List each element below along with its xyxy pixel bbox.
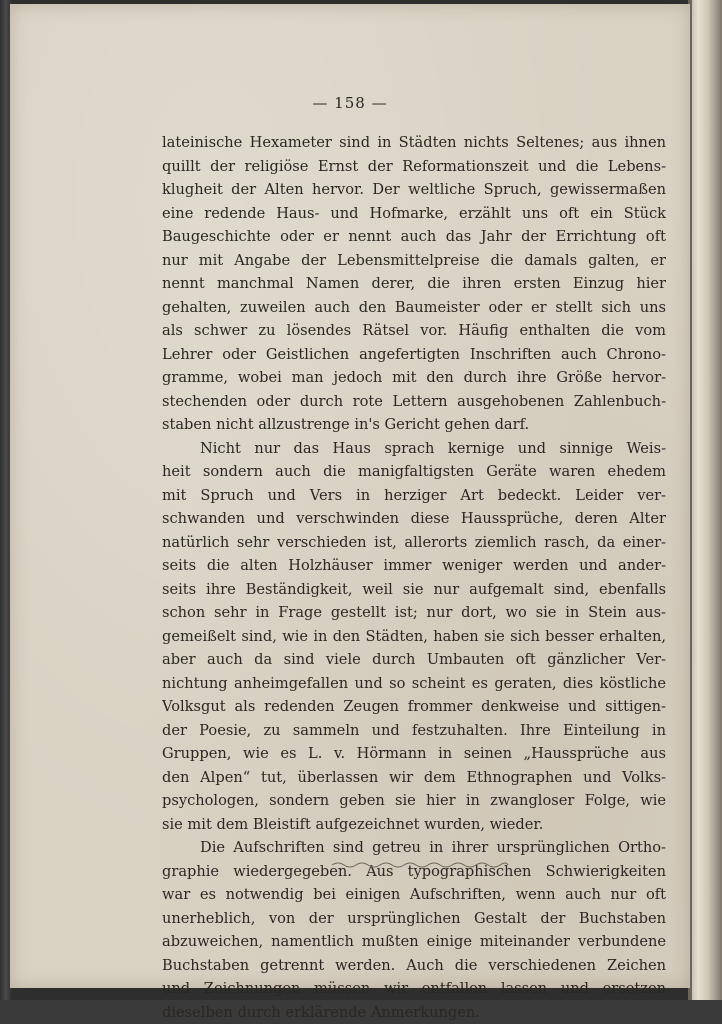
text-line: eine redende Haus- und Hofmarke, erzählt uns oft ein Stück <box>162 202 666 226</box>
text-line: schwanden und verschwinden diese Haussprüche, deren Alter <box>162 507 666 531</box>
text-line: heit sondern auch die manigfaltigsten Geräte waren ehedem <box>162 460 666 484</box>
text-line: Lehrer oder Geistlichen angefertigten Inschriften auch Chrono- <box>162 343 666 367</box>
text-line: Buchstaben getrennt werden. Auch die verschiedenen Zeichen <box>162 954 666 978</box>
text-line: natürlich sehr verschieden ist, allerorts ziemlich rasch, da einer- <box>162 531 666 555</box>
text-line: graphie wiedergegeben. Aus typographischen Schwierigkeiten <box>162 860 666 884</box>
text-line: seits die alten Holzhäuser immer weniger werden und ander- <box>162 554 666 578</box>
text-line: gehalten, zuweilen auch den Baumeister oder er stellt sich uns <box>162 296 666 320</box>
body-text <box>162 131 666 1024</box>
text-line: als schwer zu lösendes Rätsel vor. Häufig enthalten die vom <box>162 319 666 343</box>
text-line: staben nicht allzustrenge in's Gericht gehen darf. <box>162 413 666 437</box>
text-line: sie mit dem Bleistift aufgezeichnet wurden, wieder. <box>162 813 666 837</box>
ornamental-divider <box>330 860 510 870</box>
text-line: nennt manchmal Namen derer, die ihren ersten Einzug hier <box>162 272 666 296</box>
text-line: schon sehr in Frage gestellt ist; nur dort, wo sie in Stein aus- <box>162 601 666 625</box>
text-line: gramme, wobei man jedoch mit den durch ihre Größe hervor- <box>162 366 666 390</box>
page-number: — 158 — <box>10 94 690 112</box>
text-line: Die Aufschriften sind getreu in ihrer ursprünglichen Ortho- <box>162 836 666 860</box>
text-line: unerheblich, von der ursprünglichen Gestalt der Buchstaben <box>162 907 666 931</box>
text-line: seits ihre Beständigkeit, weil sie nur aufgemalt sind, ebenfalls <box>162 578 666 602</box>
text-line: aber auch da sind viele durch Umbauten oft gänzlicher Ver- <box>162 648 666 672</box>
text-line: lateinische Hexameter sind in Städten nichts Seltenes; aus ihnen <box>162 131 666 155</box>
text-line: Gruppen, wie es L. v. Hörmann in seinen „Haussprüche aus <box>162 742 666 766</box>
book-edge <box>688 0 722 1000</box>
text-line: mit Spruch und Vers in herziger Art bedeckt. Leider ver- <box>162 484 666 508</box>
text-line: quillt der religiöse Ernst der Reformationszeit und die Lebens- <box>162 155 666 179</box>
text-line: nichtung anheimgefallen und so scheint es geraten, dies köstliche <box>162 672 666 696</box>
text-line: psychologen, sondern geben sie hier in zwangloser Folge, wie <box>162 789 666 813</box>
text-line: der Poesie, zu sammeln und festzuhalten. Ihre Einteilung in <box>162 719 666 743</box>
text-line: Volksgut als redenden Zeugen frommer denkweise und sittigen- <box>162 695 666 719</box>
text-line: Nicht nur das Haus sprach kernige und sinnige Weis- <box>162 437 666 461</box>
text-line: Baugeschichte oder er nennt auch das Jahr der Errichtung oft <box>162 225 666 249</box>
text-line: und Zeichnungen müssen wir entfallen lassen und ersetzen <box>162 977 666 1001</box>
text-line: war es notwendig bei einigen Aufschriften, wenn auch nur oft <box>162 883 666 907</box>
text-line: stechenden oder durch rote Lettern ausgehobenen Zahlenbuch- <box>162 390 666 414</box>
text-line: dieselben durch erklärende Anmerkungen. <box>162 1001 666 1024</box>
text-line: nur mit Angabe der Lebensmittelpreise die damals galten, er <box>162 249 666 273</box>
text-line: klugheit der Alten hervor. Der weltliche Spruch, gewissermaßen <box>162 178 666 202</box>
text-line: gemeißelt sind, wie in den Städten, haben sie sich besser erhalten, <box>162 625 666 649</box>
text-line: abzuweichen, namentlich mußten einige miteinander verbundene <box>162 930 666 954</box>
text-line: den Alpen“ tut, überlassen wir dem Ethnographen und Volks- <box>162 766 666 790</box>
